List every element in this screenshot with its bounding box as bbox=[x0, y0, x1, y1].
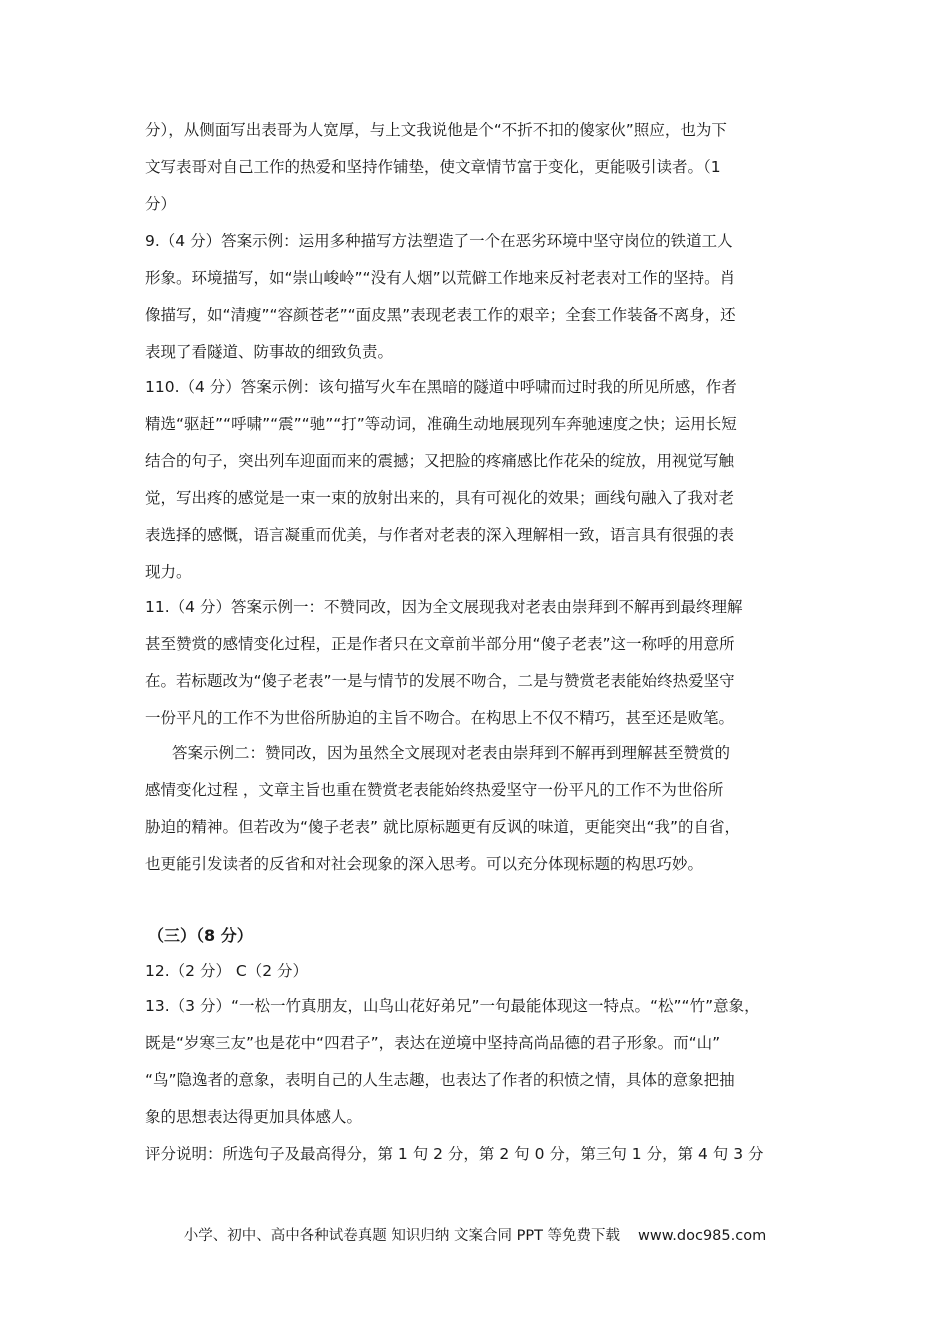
text-line: “鸟”隐逸者的意象，表明自己的人生志趣，也表达了作者的积愤之情，具体的意象把抽 bbox=[145, 1071, 735, 1089]
text-line: 甚至赞赏的感情变化过程，正是作者只在文章前半部分用“傻子老表”这一称呼的用意所 bbox=[145, 635, 735, 653]
question-13-line: 13.（3 分）“一松一竹真朋友，山鸟山花好弟兄”一句最能体现这一特点。“松”“竹”意象， bbox=[145, 997, 760, 1015]
footer-url[interactable]: www.doc985.com bbox=[638, 1228, 767, 1244]
text-line: 形象。环境描写，如“崇山峻岭”“没有人烟”以荒僻工作地来反衬老表对工作的坚持。肖 bbox=[145, 269, 736, 287]
text-line: 表现了看隧道、防事故的细致负责。 bbox=[145, 343, 394, 361]
text-line: 感情变化过程 ，文章主旨也重在赞赏老表能始终热爱坚守一份平凡的工作不为世俗所 bbox=[145, 781, 724, 799]
text-line: 在。若标题改为“傻子老表”一是与情节的发展不吻合，二是与赞赏老表能始终热爱坚守 bbox=[145, 672, 735, 690]
page-footer bbox=[0, 1226, 950, 1246]
answer-example-two-line: 答案示例二：赞同改，因为虽然全文展现对老表由崇拜到不解再到理解甚至赞赏的 bbox=[172, 744, 731, 762]
text-line: 文写表哥对自己工作的热爱和坚持作铺垫，使文章情节富于变化，更能吸引读者。（1 bbox=[145, 158, 721, 176]
text-line: 现力。 bbox=[145, 563, 192, 581]
text-line: 分） bbox=[145, 195, 177, 213]
text-line: 像描写，如“清瘦”“容颜苍老”“面皮黑”表现老表工作的艰辛；全套工作装备不离身，还 bbox=[145, 306, 736, 324]
text-line: 结合的句子，突出列车迎面而来的震撼；又把脸的疼痛感比作花朵的绽放，用视觉写触 bbox=[145, 452, 735, 470]
section-heading: （三）（8 分） bbox=[148, 926, 253, 945]
text-line: 分），从侧面写出表哥为人宽厚，与上文我说他是个“不折不扣的傻家伙”照应，也为下 bbox=[145, 121, 727, 139]
text-line: 也更能引发读者的反省和对社会现象的深入思考。可以充分体现标题的构思巧妙。 bbox=[145, 855, 704, 873]
question-10-line: 110.（4 分）答案示例：该句描写火车在黑暗的隧道中呼啸而过时我的所见所感，作者 bbox=[145, 378, 737, 396]
footer-text: 小学、初中、高中各种试卷真题 知识归纳 文案合同 PPT 等免费下载 bbox=[183, 1228, 621, 1244]
question-12-line: 12.（2 分） C（2 分） bbox=[145, 962, 308, 980]
text-line: 一份平凡的工作不为世俗所胁迫的主旨不吻合。在构思上不仅不精巧，甚至还是败笔。 bbox=[145, 709, 735, 727]
text-line: 精选“驱赶”“呼啸”“震”“驰”“打”等动词，准确生动地展现列车奔驰速度之快；运用长短 bbox=[145, 415, 737, 433]
text-line: 象的思想表达得更加具体感人。 bbox=[145, 1108, 363, 1126]
question-9-line: 9.（4 分）答案示例：运用多种描写方法塑造了一个在恶劣环境中坚守岗位的铁道工人 bbox=[145, 232, 733, 250]
question-11-line: 11.（4 分）答案示例一：不赞同改，因为全文展现我对老表由崇拜到不解再到最终理解 bbox=[145, 598, 743, 616]
text-line: 表选择的感慨，语言凝重而优美，与作者对老表的深入理解相一致，语言具有很强的表 bbox=[145, 526, 735, 544]
text-line: 胁迫的精神。但若改为“傻子老表” 就比原标题更有反讽的味道，更能突出“我”的自省， bbox=[145, 818, 741, 836]
text-line: 觉，写出疼的感觉是一束一束的放射出来的，具有可视化的效果；画线句融入了我对老 bbox=[145, 489, 735, 507]
text-line: 既是“岁寒三友”也是花中“四君子”，表达在逆境中坚持高尚品德的君子形象。而“山” bbox=[145, 1034, 721, 1052]
scoring-note-line: 评分说明：所选句子及最高得分，第 1 句 2 分，第 2 句 0 分，第三句 1 分，第 4 句 3 分 bbox=[145, 1145, 764, 1163]
